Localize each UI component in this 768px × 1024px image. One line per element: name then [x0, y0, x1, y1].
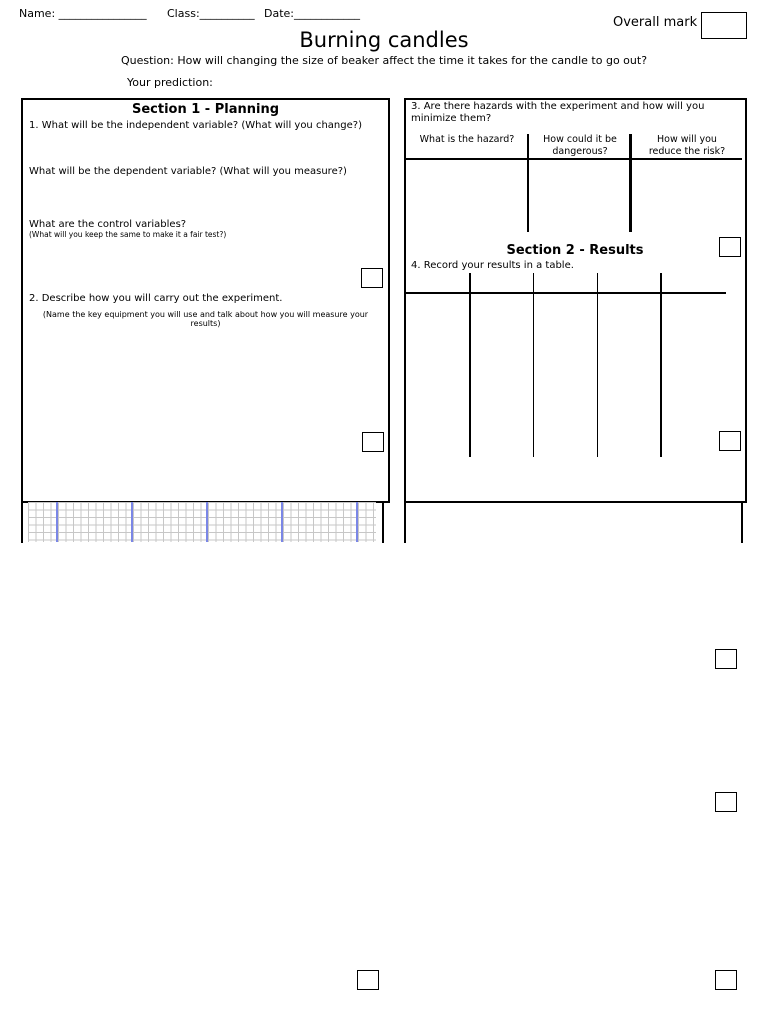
danger-column-header-line1: How could it be	[543, 134, 617, 145]
date-field[interactable]: Date:____________	[264, 7, 360, 20]
graph-frame-right	[382, 501, 384, 543]
hazards-question-line1: 3. Are there hazards with the experiment and how will you	[411, 101, 705, 112]
method-question: 2. Describe how you will carry out the experiment.	[29, 293, 283, 304]
results-instruction: 4. Record your results in a table.	[411, 260, 574, 271]
hazard-table-header-rule	[406, 158, 742, 160]
page-title: Burning candles	[299, 28, 469, 52]
prediction-label: Your prediction:	[127, 76, 213, 89]
class-field[interactable]: Class:__________	[167, 7, 255, 20]
mark-box-results[interactable]	[719, 431, 741, 451]
mark-box-analysis-1[interactable]	[715, 649, 737, 669]
graph-frame-left	[21, 501, 23, 543]
method-hint-line1: (Name the key equipment you will use and talk about how you will measure your	[42, 310, 369, 319]
name-field[interactable]: Name: ________________	[19, 7, 147, 20]
method-hint-line2: results)	[190, 319, 221, 328]
hazard-table-divider-1	[527, 134, 529, 232]
results-table-divider-2	[533, 273, 534, 457]
results-table-divider-4	[660, 273, 662, 457]
mark-box-graph[interactable]	[357, 970, 379, 990]
dependent-variable-question: What will be the dependent variable? (What will you measure?)	[29, 166, 347, 177]
hazard-column-header: What is the hazard?	[419, 134, 515, 145]
danger-column-header-line2: dangerous?	[552, 146, 608, 157]
overall-mark-label: Overall mark	[613, 15, 698, 30]
hazards-question-line2: minimize them?	[411, 113, 492, 124]
mark-box-method[interactable]	[362, 432, 384, 452]
graph-paper[interactable]	[28, 502, 376, 542]
control-variables-hint: (What will you keep the same to make it a fair test?)	[29, 230, 227, 239]
reduce-column-header-line2: reduce the risk?	[648, 146, 726, 157]
results-heading: Section 2 - Results	[506, 243, 644, 258]
independent-variable-question: 1. What will be the independent variable? (What will you change?)	[29, 120, 362, 131]
mark-box-analysis-2[interactable]	[715, 792, 737, 812]
reduce-column-header-line1: How will you	[657, 134, 717, 145]
mark-box-variables[interactable]	[361, 268, 383, 288]
hazard-table-divider-2	[629, 134, 632, 232]
analysis-frame-right	[741, 501, 743, 543]
analysis-frame-left	[404, 501, 406, 543]
results-table-divider-1	[469, 273, 471, 457]
question-text: Question: How will changing the size of beaker affect the time it takes for the candle to go out?	[120, 54, 648, 67]
results-table-header-rule	[406, 292, 726, 294]
results-table-divider-3	[597, 273, 598, 457]
mark-box-evaluation[interactable]	[715, 970, 737, 990]
planning-heading: Section 1 - Planning	[131, 102, 280, 117]
control-variables-question: What are the control variables?	[29, 219, 187, 230]
